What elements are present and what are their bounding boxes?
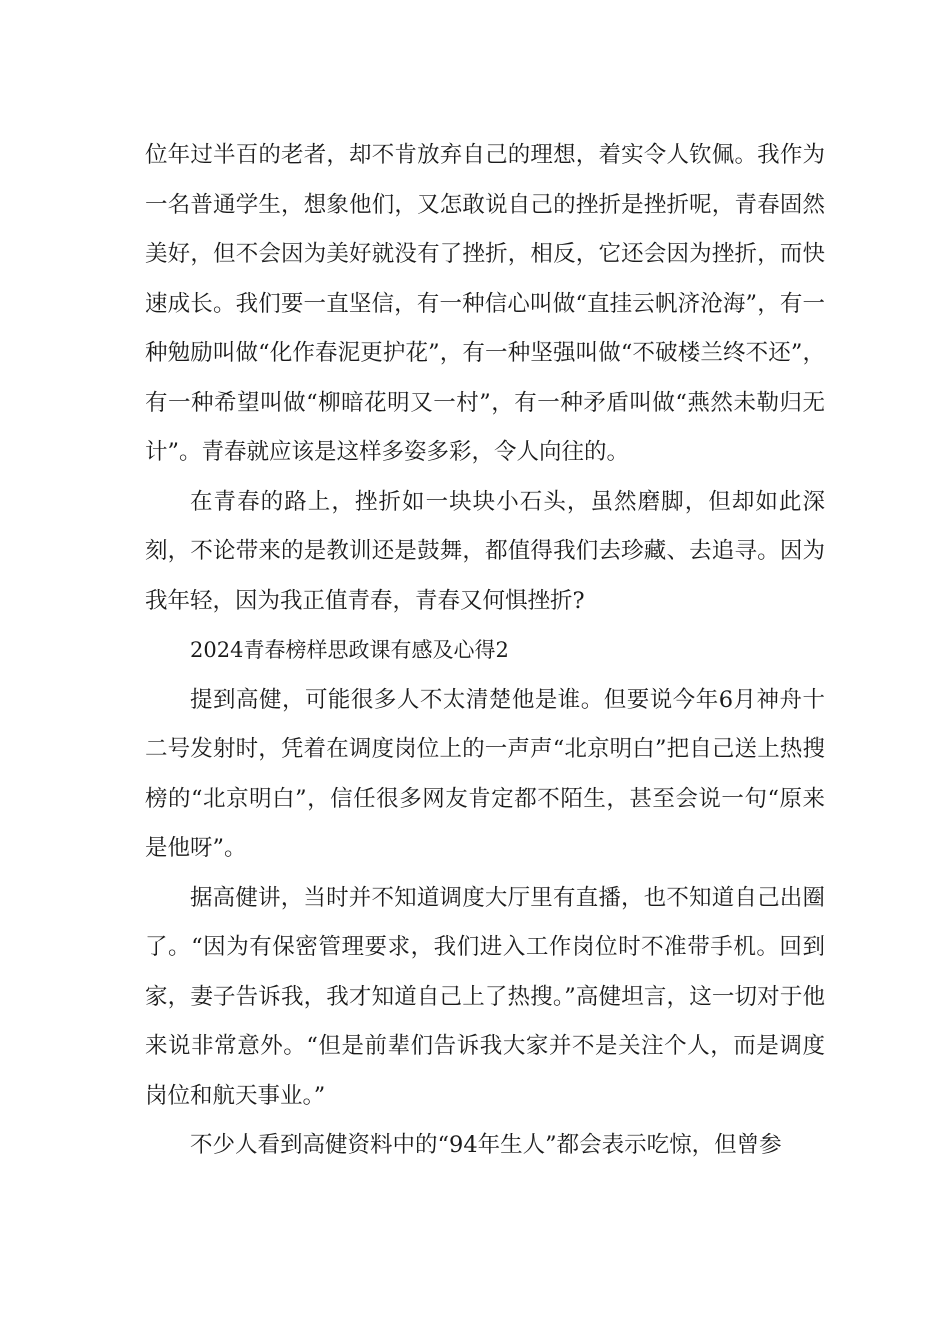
paragraph-gao-jian-intro: 提到高健，可能很多人不太清楚他是谁。但要说今年6月神舟十二号发射时，凭着在调度岗位上的一声声“北京明白”把自己送上热搜榜的“北京明白”，信任很多网友肯定都不陌生，甚至会说一句“原来是他呀”。 — [145, 686, 825, 861]
paragraph-continuation: 位年过半百的老者，却不肯放弃自己的理想，着实令人钦佩。我作为一名普通学生，想象他们，又怎敢说自己的挫折是挫折呢，青春固然美好，但不会因为美好就没有了挫折，相反，它还会因为挫折，而快速成长。我们要一直坚信，有一种信心叫做“直挂云帆济沧海”，有一种勉励叫做“化作春泥更护花”，有一种坚强叫做“不破楼兰终不还”，有一种希望叫做“柳暗花明又一村”，有一种矛盾叫做“燕然未勒归无计”。青春就应该是这样多姿多彩，令人向往的。 — [145, 142, 825, 465]
document-body — [145, 131, 825, 1171]
paragraph-gao-jian-quote: 据高健讲，当时并不知道调度大厅里有直播，也不知道自己出圈了。“因为有保密管理要求，我们进入工作岗位时不准带手机。回到家，妻子告诉我，我才知道自己上了热搜。”高健坦言，这一切对于他来说非常意外。“但是前辈们告诉我大家并不是关注个人，而是调度岗位和航天事业。” — [145, 884, 825, 1109]
paragraph-born-94: 不少人看到高健资料中的“94年生人”都会表示吃惊，但曾参 — [190, 1132, 782, 1158]
paragraph-youth-path: 在青春的路上，挫折如一块块小石头，虽然磨脚，但却如此深刻，不论带来的是教训还是鼓舞，都值得我们去珍藏、去追寻。因为我年轻，因为我正值青春，青春又何惧挫折? — [145, 488, 825, 614]
section-heading: 2024青春榜样思政课有感及心得2 — [190, 638, 509, 662]
